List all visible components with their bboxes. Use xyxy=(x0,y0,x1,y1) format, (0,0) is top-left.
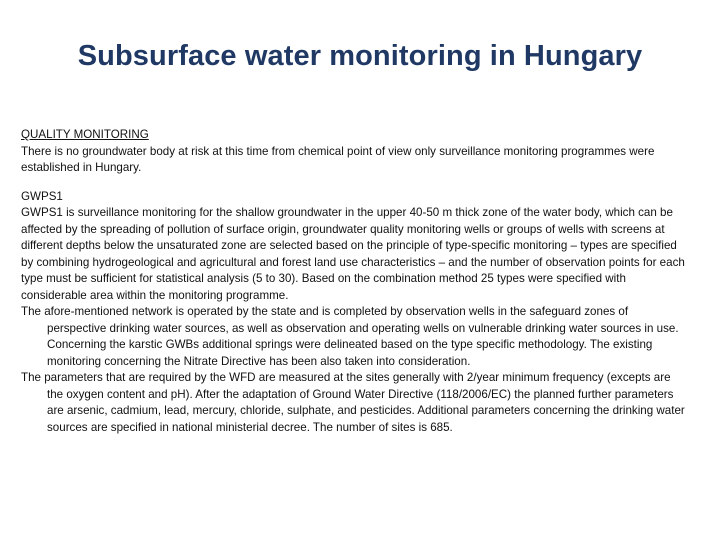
gwps1-paragraph-3: The parameters that are required by the WFD are measured at the sites generally with 2/year minimum frequency (excepts are the oxygen content and pH). After the adaptation of Ground Water Directive (118/2006/EC) the planned further parameters are arsenic, cadmium, lead, mercury, chloride, sulphate, and pesticides. Additional parameters concerning the drinking water sources are specified in national ministerial decree. The number of sites is 685. xyxy=(21,371,685,434)
quality-heading: QUALITY MONITORING xyxy=(21,128,149,141)
slide-body xyxy=(21,127,685,436)
gwps1-paragraph-2: The afore-mentioned network is operated by the state and is completed by observation wells in the safeguard zones of perspective drinking water sources, as well as observation and operating wells on vulnerable drinking water sources in use. Concerning the karstic GWBs additional springs were delineated based on the type specific methodology. The existing monitoring concerning the Nitrate Directive has been also taken into consideration. xyxy=(21,305,679,368)
quality-section xyxy=(21,127,685,177)
gwps1-heading: GWPS1 xyxy=(21,189,63,203)
quality-text: There is no groundwater body at risk at this time from chemical point of view only surveillance monitoring programmes were established in Hungary. xyxy=(21,144,655,174)
section-spacer xyxy=(21,177,685,189)
page-title: Subsurface water monitoring in Hungary xyxy=(77,40,643,72)
gwps1-section xyxy=(21,189,685,437)
gwps1-paragraph-1: GWPS1 is surveillance monitoring for the shallow groundwater in the upper 40-50 m thick zone of the water body, which can be affected by the spreading of pollution of surface origin, groundwater quality monitoring wells or groups of wells with screens at different depths below the unsaturated zone are selected based on the principle of type-specific monitoring – types are specified by combining hydrogeological and agricultural and forest land use characteristics – and the number of observation points for each type must be sufficient for statistical analysis (5 to 30). Based on the combination method 25 types were specified with considerable area within the monitoring programme. xyxy=(21,206,685,302)
